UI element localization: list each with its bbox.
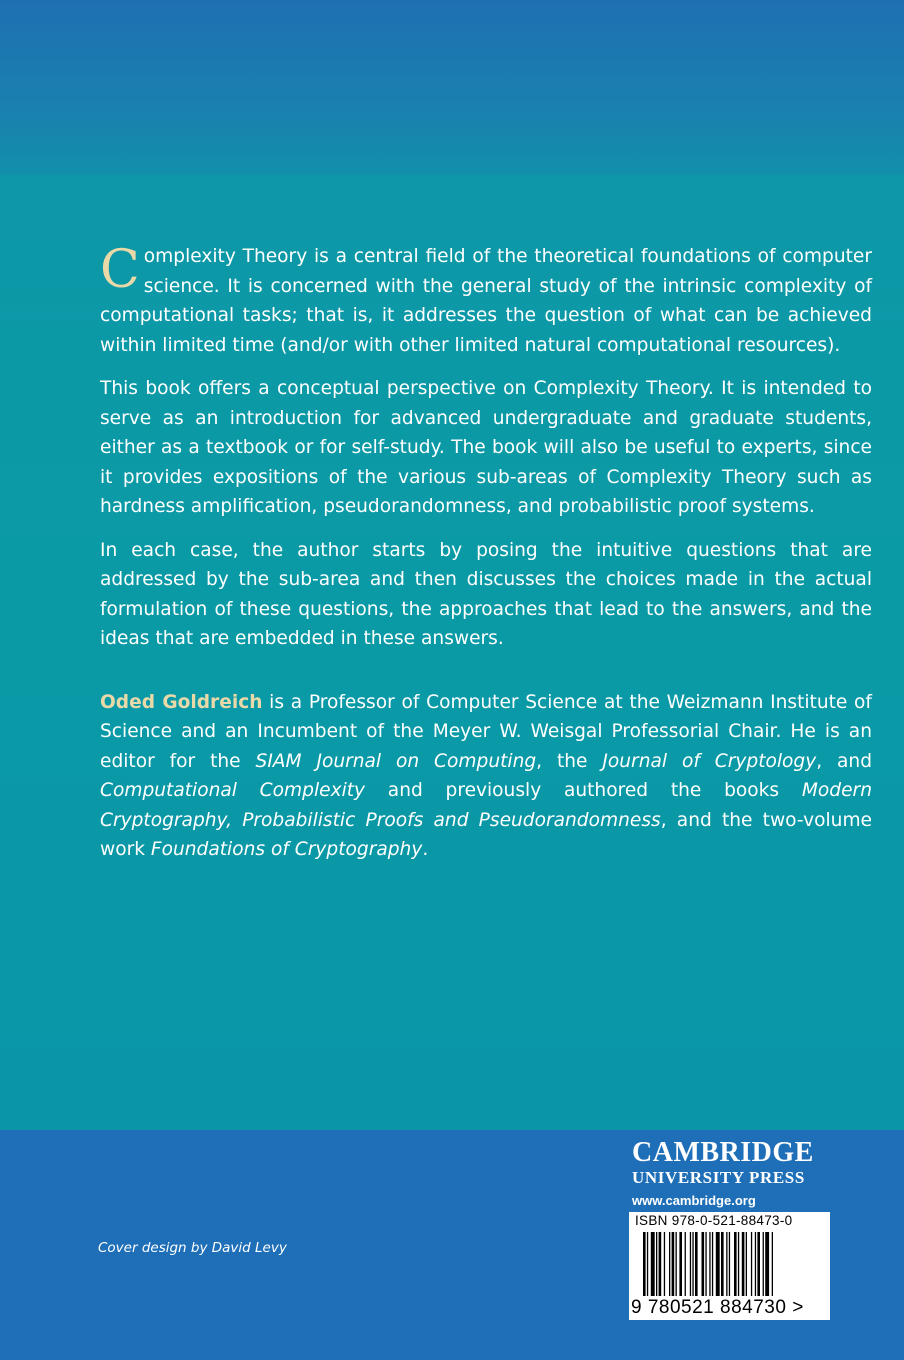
barcode-bar [643, 1232, 646, 1296]
barcode-bar [716, 1232, 720, 1296]
author-bio [100, 688, 872, 865]
publisher-name: CAMBRIDGE [632, 1137, 814, 1168]
barcode-bar [669, 1232, 670, 1296]
author-bio-text: is a Professor of Computer Science at the Weizmann Institute of Science and an Incumbent of the Meyer W. Weisgal Professorial Chair. He is an editor for the [100, 691, 872, 772]
barcode-bar [721, 1232, 724, 1296]
author-bio-text: , and the two-volume work [100, 809, 872, 860]
publisher-url: www.cambridge.org [632, 1193, 756, 1208]
barcode-icon [633, 1232, 826, 1298]
author-bio-text: . [422, 839, 429, 860]
barcode-bar [702, 1232, 705, 1296]
barcode-bar [763, 1232, 764, 1296]
barcode-bar [751, 1232, 752, 1296]
barcode-bar [734, 1232, 737, 1296]
author-bio-text: and previously authored the books [365, 780, 802, 801]
barcode-bar [695, 1232, 698, 1296]
author-bio-text: , and [816, 750, 873, 772]
blurb-paragraph-1 [100, 242, 872, 360]
barcode-bar [659, 1232, 662, 1296]
top-color-band [0, 0, 904, 175]
barcode-bar [664, 1232, 665, 1296]
journal-title: Journal of Cryptology [602, 750, 817, 772]
barcode-bar [685, 1232, 686, 1296]
blurb-paragraph-3: In each case, the author starts by posing the intuitive questions that are addressed by the sub-area and then discusses the choices made in the actual formulation of these questions, the approaches that lead to the answers, and the ideas that are embedded in these answers. [100, 539, 872, 649]
ean-text: 9 780521 884730 > [631, 1297, 804, 1318]
isbn-text: ISBN 978-0-521-88473-0 [635, 1213, 793, 1228]
drop-cap: C [100, 240, 140, 300]
barcode-bar [726, 1232, 727, 1296]
barcode-bar [676, 1232, 677, 1296]
barcode-bar [679, 1232, 682, 1296]
book-title: Foundations of Cryptography [150, 839, 423, 860]
barcode-bar [656, 1232, 657, 1296]
author-name: Oded Goldreich [100, 691, 263, 713]
barcode-bar [709, 1232, 710, 1296]
barcode-bar [705, 1232, 706, 1296]
barcode-bar [742, 1232, 745, 1296]
barcode-bar [746, 1232, 747, 1296]
barcode-bar [692, 1232, 693, 1296]
barcode-bar [647, 1232, 648, 1296]
blurb [100, 242, 872, 879]
barcode-bar [712, 1232, 713, 1296]
author-bio-text: , the [536, 750, 603, 772]
blurb-paragraph-2: This book offers a conceptual perspective on Complexity Theory. It is intended to serve as an introduction for advanced undergraduate and graduate students, either as a textbook or for self-study. The book will also be useful to experts, since it provides expositions of the various sub-areas of Complexity Theory such as hardness amplification, pseudorandomness, and probabilistic proof systems. [100, 378, 872, 517]
journal-title: SIAM Journal on Computing [255, 750, 537, 772]
barcode-bar [755, 1232, 756, 1296]
book-titles: Modern Cryptography, Probabilistic Proofs and Pseudorandomness [100, 780, 872, 831]
barcode-bar [757, 1232, 760, 1296]
barcode-bar [651, 1232, 655, 1296]
barcode-bar [729, 1232, 730, 1296]
cover-design-credit: Cover design by David Levy [98, 1240, 287, 1256]
publisher-logo [632, 1138, 832, 1208]
barcode-box [629, 1212, 830, 1320]
barcode-bar [738, 1232, 739, 1296]
publisher-subname: UNIVERSITY PRESS [632, 1168, 805, 1187]
blurb-paragraph-1-text: omplexity Theory is a central field of the theoretical foundations of computer science. It is concerned with the general study of the intrinsic complexity of computational tasks; that is, it addresses the question of what can be achieved within limited time (and/or with other limited natural computational resources). [100, 246, 872, 356]
barcode-bar [672, 1232, 675, 1296]
journal-title: Computational Complexity [100, 780, 366, 801]
barcode-bar [772, 1232, 773, 1296]
barcode-bar [765, 1232, 769, 1296]
barcode-bar [690, 1232, 691, 1296]
